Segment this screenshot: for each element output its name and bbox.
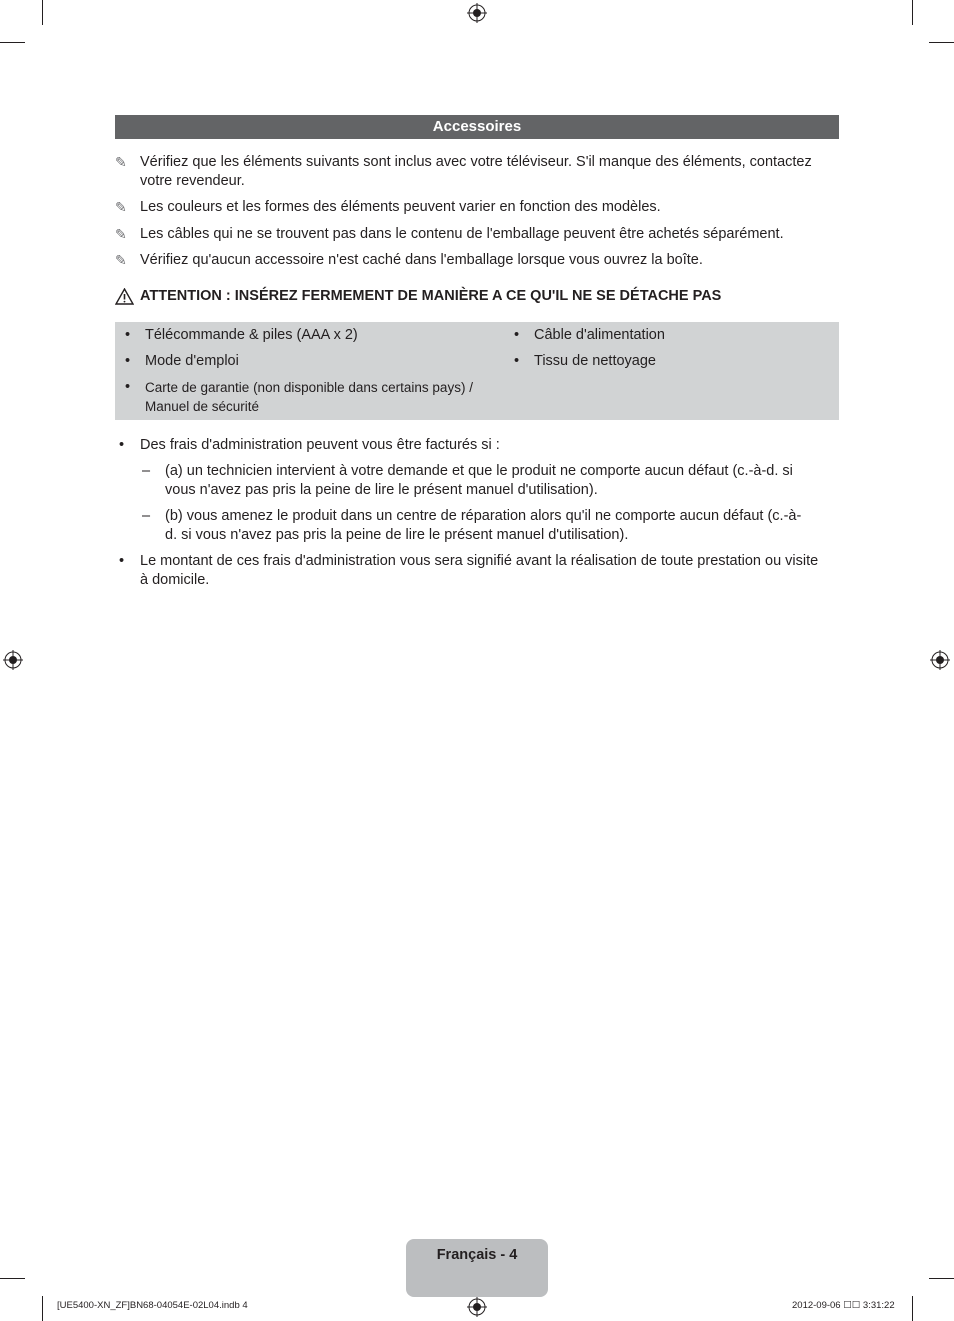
note-item (115, 153, 839, 191)
crop-mark (42, 0, 43, 25)
pencil-note-icon: ✎ (115, 226, 127, 242)
list-item: • Télécommande & piles (AAA x 2) (125, 327, 358, 343)
file-slug: [UE5400-XN_ZF]BN68-04054E-02L04.indb 4 (57, 1300, 248, 1311)
note-text: Vérifiez que les éléments suivants sont inclus avec votre téléviseur. S'il manque des éléments, contactez votre revendeur. (140, 154, 812, 189)
crop-mark (929, 1278, 954, 1279)
fee-closing: • Le montant de ces frais d'administration vous sera signifié avant la réalisation de toute prestation ou visite à domicile. (119, 553, 819, 588)
crop-mark (42, 1296, 43, 1321)
list-item: • Mode d'emploi (125, 353, 239, 369)
page-label: Français - 4 (436, 1247, 518, 1263)
crop-mark (912, 0, 913, 25)
crop-mark (0, 42, 25, 43)
note-item (115, 251, 839, 270)
caution-notice (115, 287, 839, 306)
registration-mark-icon (467, 1297, 487, 1317)
note-item (115, 198, 839, 217)
pencil-note-icon: ✎ (115, 199, 127, 215)
note-text: Les couleurs et les formes des éléments peuvent varier en fonction des modèles. (140, 199, 661, 215)
crop-mark (929, 42, 954, 43)
registration-mark-icon (930, 650, 950, 670)
list-item: • Câble d'alimentation (514, 327, 665, 343)
date-slug: 2012-09-06 ☐☐ 3:31:22 (792, 1300, 895, 1311)
page-number-tab (406, 1239, 548, 1297)
list-item: • Carte de garantie (non disponible dans certains pays) / Manuel de sécurité (125, 379, 473, 414)
registration-mark-icon (3, 650, 23, 670)
crop-mark (912, 1296, 913, 1321)
warning-triangle-icon (115, 288, 134, 305)
pencil-note-icon: ✎ (115, 252, 127, 268)
fee-intro: • Des frais d'administration peuvent vous être facturés si : (119, 437, 500, 453)
caution-text: ATTENTION : INSÉREZ FERMEMENT DE MANIÈRE A CE QU'IL NE SE DÉTACHE PAS (140, 288, 722, 304)
crop-mark (0, 1278, 25, 1279)
note-text: Les câbles qui ne se trouvent pas dans le contenu de l'emballage peuvent être achetés séparément. (140, 226, 784, 242)
fee-case: – (b) vous amenez le produit dans un centre de réparation alors qu'il ne comporte aucun défaut (c.-à-d. si vous n'avez pas pris la peine de lire le présent manuel d'utilisation). (142, 508, 802, 543)
section-title: Accessoires (115, 115, 839, 139)
list-item: • Tissu de nettoyage (514, 353, 656, 369)
note-text: Vérifiez qu'aucun accessoire n'est caché dans l'emballage lorsque vous ouvrez la boîte. (140, 252, 703, 268)
note-item (115, 225, 839, 244)
pencil-note-icon: ✎ (115, 154, 127, 170)
fee-case: – (a) un technicien intervient à votre demande et que le produit ne comporte aucun défaut (c.-à-d. si vous n'avez pas pris la peine de lire le présent manuel d'utilisation). (142, 463, 793, 498)
registration-mark-icon (467, 3, 487, 23)
